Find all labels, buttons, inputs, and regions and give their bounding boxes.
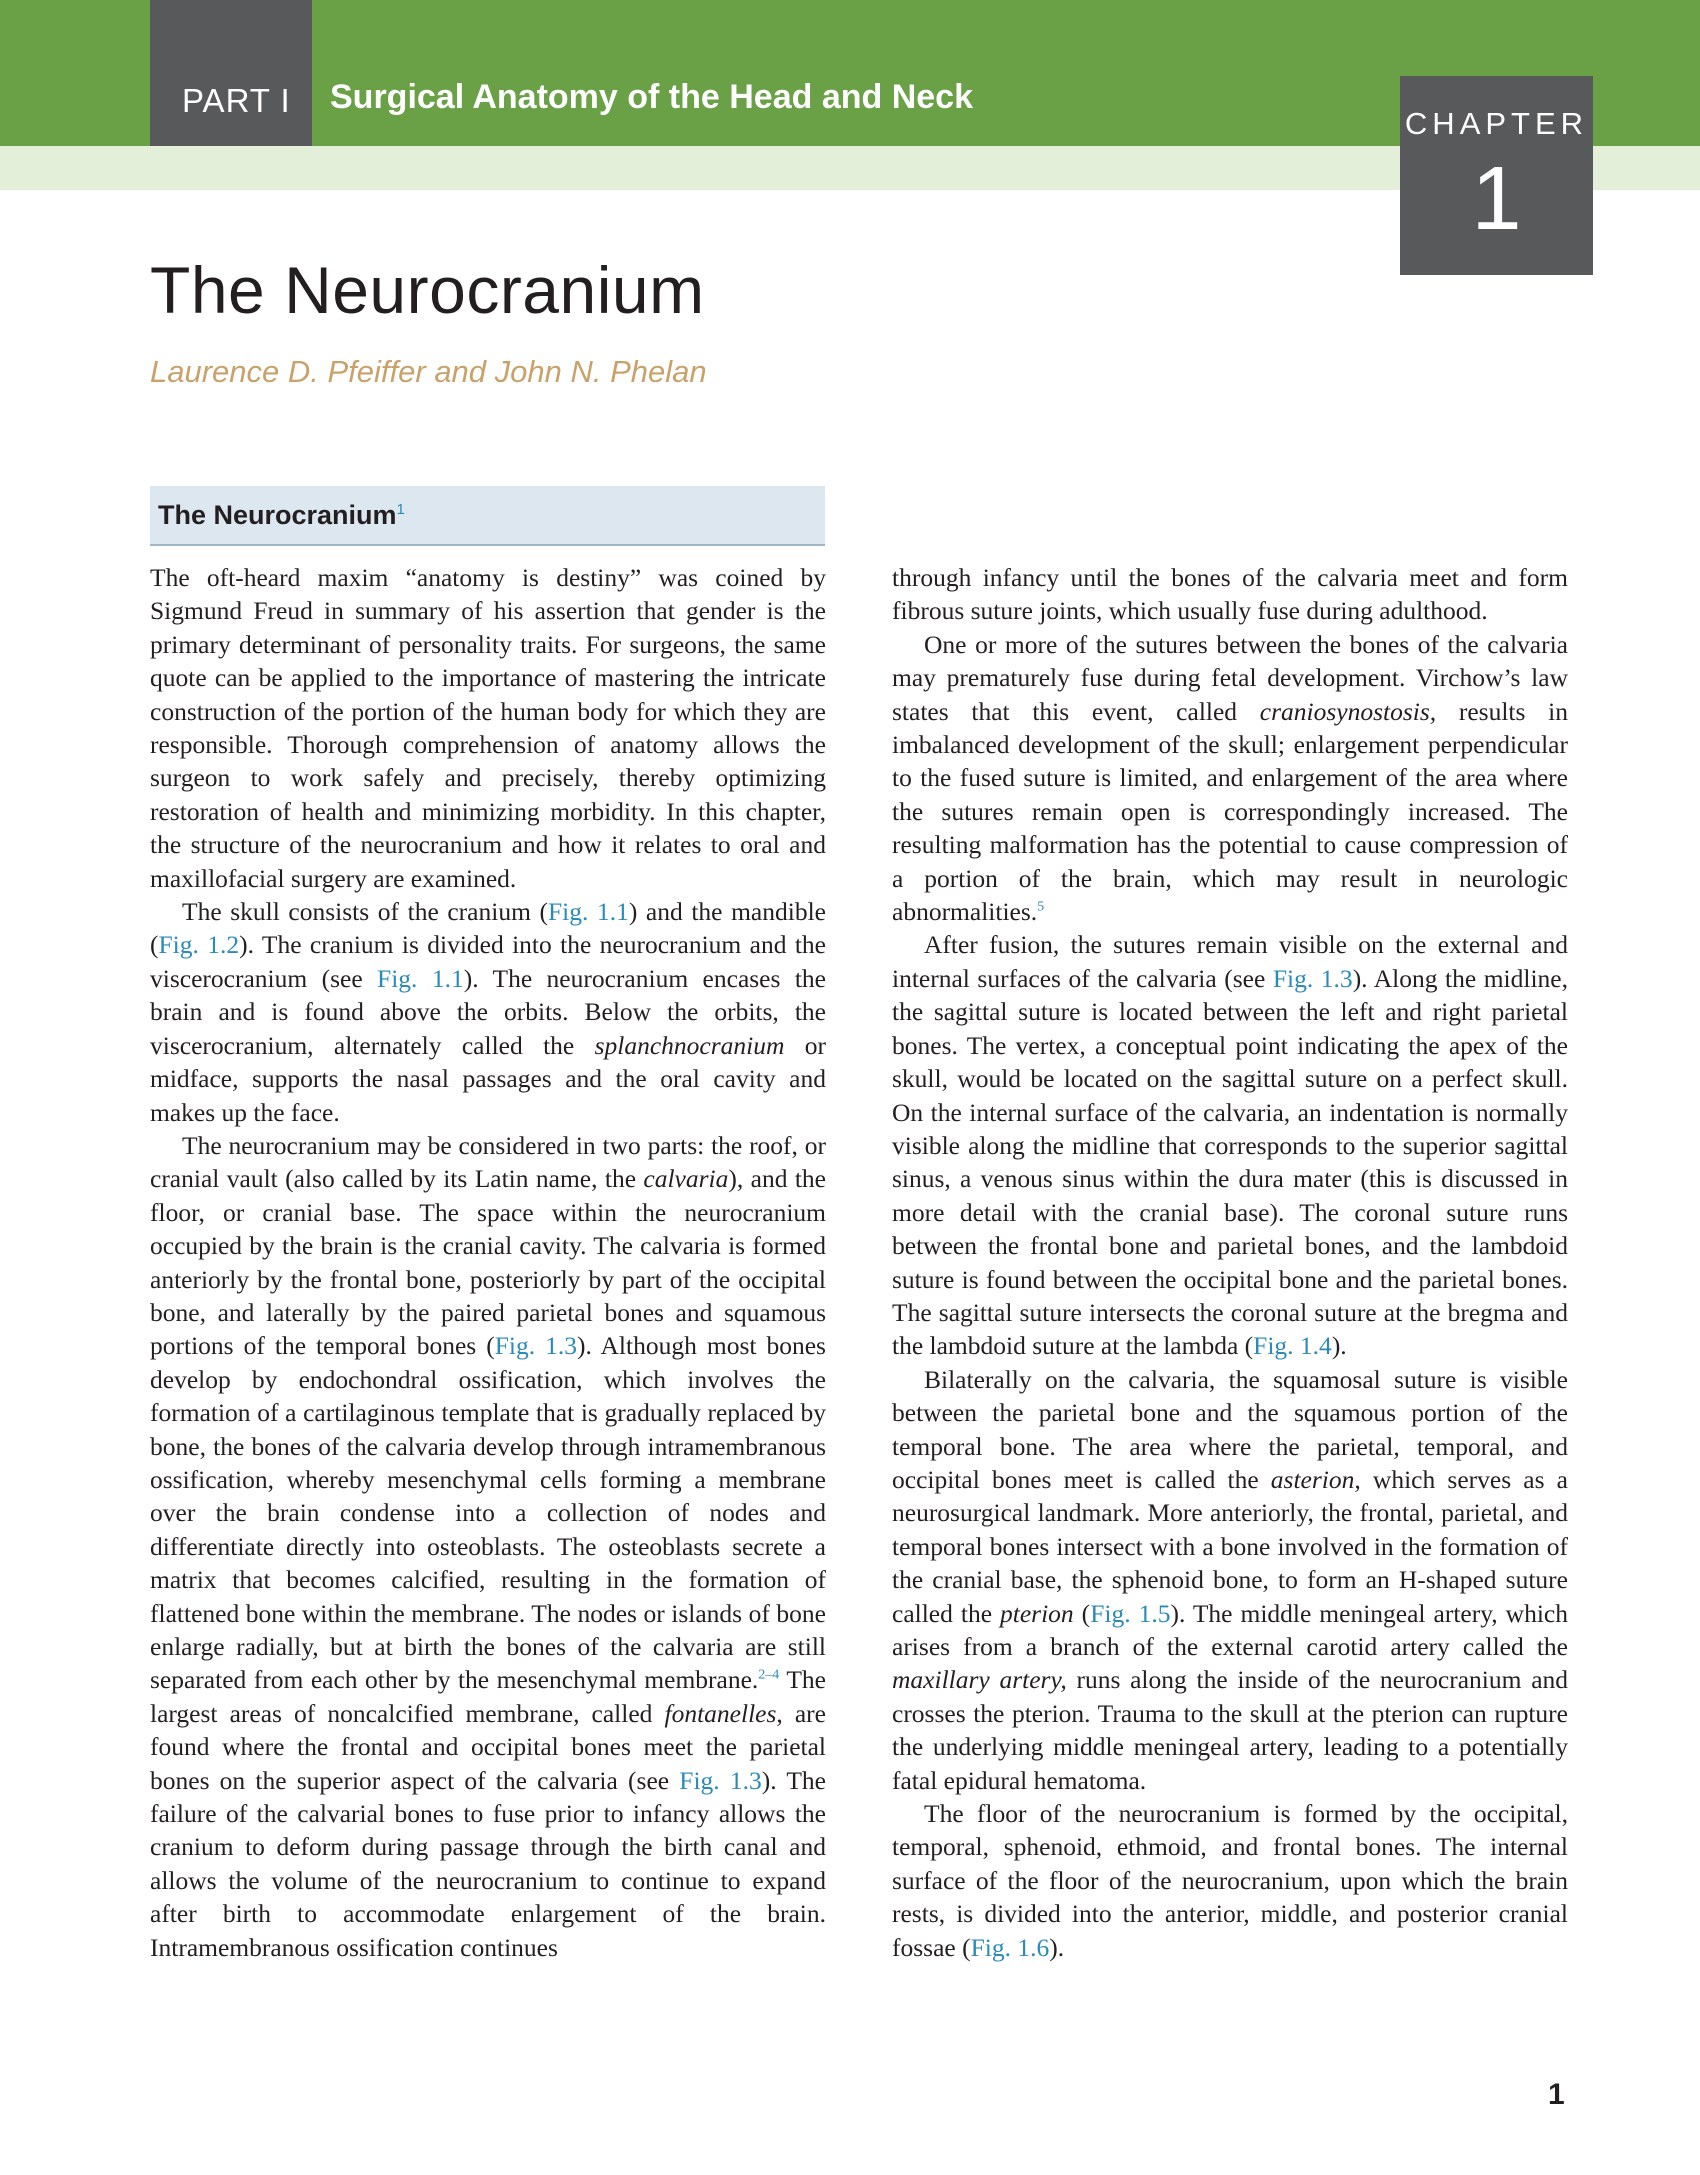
section-heading bbox=[158, 500, 405, 531]
figure-link[interactable]: Fig. 1.3 bbox=[1272, 963, 1353, 993]
citation-link[interactable]: 5 bbox=[1037, 899, 1045, 915]
figure-link[interactable]: Fig. 1.2 bbox=[158, 930, 240, 960]
figure-link[interactable]: Fig. 1.3 bbox=[679, 1765, 762, 1795]
paragraph: Bilaterally on the calvaria, the squamosal suture is visible between the parietal bone and the squamous portion of the temporal bone. The area where the parietal, temporal, and occipital bones meet is called the asterion, which serves as a neurosurgical landmark. More anteriorly, the frontal, parietal, and temporal bones intersect with a bone involved in the formation of the cranial base, the sphenoid bone, to form an H-shaped suture called the pterion (Fig. 1.5). The middle meningeal artery, which arises from a branch of the external carotid artery called the maxillary artery, runs along the inside of the neurocranium and crosses the pterion. Trauma to the skull at the pterion can rupture the underlying middle meningeal artery, leading to a potentially fatal epidural hematoma. bbox=[892, 1364, 1569, 1795]
figure-link[interactable]: Fig. 1.1 bbox=[547, 897, 629, 927]
figure-link[interactable]: Fig. 1.5 bbox=[1090, 1598, 1171, 1628]
figure-link[interactable]: Fig. 1.3 bbox=[494, 1331, 578, 1361]
paragraph: The floor of the neurocranium is formed by the occipital, temporal, sphenoid, ethmoid, and frontal bones. The internal surface of the floor of the neurocranium, upon which the brain rests, is divided into the anterior, middle, and posterior cranial fossae (Fig. 1.6). bbox=[892, 1799, 1568, 1962]
chapter-label: CHAPTER bbox=[1404, 106, 1589, 141]
paragraph: through infancy until the bones of the calvaria meet and form fibrous suture joints, which usually fuse during adulthood. bbox=[892, 563, 1568, 626]
authors: Laurence D. Pfeiffer and John N. Phelan bbox=[150, 354, 707, 389]
part-title: Surgical Anatomy of the Head and Neck bbox=[330, 78, 973, 116]
section-heading-footnote: 1 bbox=[396, 501, 405, 518]
part-label: PART I bbox=[150, 0, 312, 146]
section-heading-text: The Neurocranium bbox=[158, 500, 397, 530]
paragraph: The oft-heard maxim “anatomy is destiny” was coined by Sigmund Freud in summary of his assertion that gender is the primary determinant of personality traits. For surgeons, the same quote can be applied to the importance of mastering the intricate construction of the portion of the human body for which they are responsible. Thorough comprehension of anatomy allows the surgeon to work safely and precisely, thereby optimizing restoration of health and minimizing morbidity. In this chapter, the structure of the neurocranium and how it relates to oral and maxillofacial surgery are examined. bbox=[150, 563, 826, 893]
chapter-title: The Neurocranium bbox=[150, 253, 705, 327]
figure-link[interactable]: Fig. 1.6 bbox=[970, 1932, 1050, 1962]
paragraph: The skull consists of the cranium (Fig. 1.1) and the mandible (Fig. 1.2). The cranium is divided into the neurocranium and the viscerocranium (see Fig. 1.1). The neurocranium encases the brain and is found above the orbits. Below the orbits, the viscerocranium, alternately called the splanchnocranium or midface, supports the nasal passages and the oral cavity and makes up the face. bbox=[150, 897, 826, 1127]
figure-link[interactable]: Fig. 1.4 bbox=[1253, 1331, 1332, 1361]
figure-link[interactable]: Fig. 1.1 bbox=[377, 963, 464, 993]
left-column bbox=[150, 561, 826, 1964]
paragraph: One or more of the sutures between the bones of the calvaria may prematurely fuse during fetal development. Virchow’s law states that this event, called craniosynostosis, results in imbalanced development of the skull; enlargement perpendicular to the fused suture is limited, and enlargement of the area where the sutures remain open is correspondingly increased. The resulting malformation has the potential to cause compression of a portion of the brain, which may result in neurologic abnormalities.$^5$ bbox=[892, 629, 1568, 927]
paragraph: After fusion, the sutures remain visible on the external and internal surfaces of the calvaria (see Fig. 1.3). Along the midline, the sagittal suture is located between the left and right parietal bones. The vertex, a conceptual point indicating the apex of the skull, would be located on the sagittal suture on a perfect skull. On the internal surface of the calvaria, an indentation is normally visible along the midline that corresponds to the superior sagittal sinus, a venous sinus within the dura mater (this is discussed in more detail with the cranial base). The coronal suture runs between the frontal bone and parietal bones, and the lambdoid suture is found between the occipital bone and the parietal bones. The sagittal suture intersects the coronal suture at the bregma and the lambdoid suture at the lambda (Fig. 1.4). bbox=[892, 930, 1568, 1361]
right-column bbox=[892, 561, 1568, 1964]
paragraph: The neurocranium may be considered in two parts: the roof, or cranial vault (also called by its Latin name, the calvaria), and the floor, or cranial base. The space within the neurocranium occupied by the brain is the cranial cavity. The calvaria is formed anteriorly by the frontal bone, posteriorly by part of the occipital bone, and laterally by the paired parietal bones and squamous portions of the temporal bones (Fig. 1.3). Although most bones develop by endochondral ossification, which involves the formation of a cartilaginous template that is gradually replaced by bone, the bones of the calvaria develop through intramembranous ossification, whereby mesenchymal cells forming a membrane over the brain condense into a collection of nodes and differentiate directly into osteoblasts. The osteoblasts secrete a matrix that becomes calcified, resulting in the formation of flattened bone within the membrane. The nodes or islands of bone enlarge radially, but at birth the bones of the calvaria are still separated from each other by the mesenchymal membrane.$^{2-4}$ The largest areas of noncalcified membrane, called fontanelles, are found where the frontal and occipital bones meet the parietal bones on the superior aspect of the calvaria (see Fig. 1.3). The failure of the calvarial bones to fuse prior to infancy allows the cranium to deform during passage through the birth canal and allows the volume of the neurocranium to continue to expand after birth to accommodate enlargement of the brain. Intramembranous ossification continues bbox=[150, 1130, 826, 1962]
citation-link[interactable]: 2–4 bbox=[758, 1667, 780, 1683]
chapter-number: 1 bbox=[1471, 149, 1522, 249]
chapter-box bbox=[1400, 76, 1593, 275]
page-number: 1 bbox=[1548, 2078, 1565, 2111]
section-heading-box bbox=[150, 486, 825, 546]
